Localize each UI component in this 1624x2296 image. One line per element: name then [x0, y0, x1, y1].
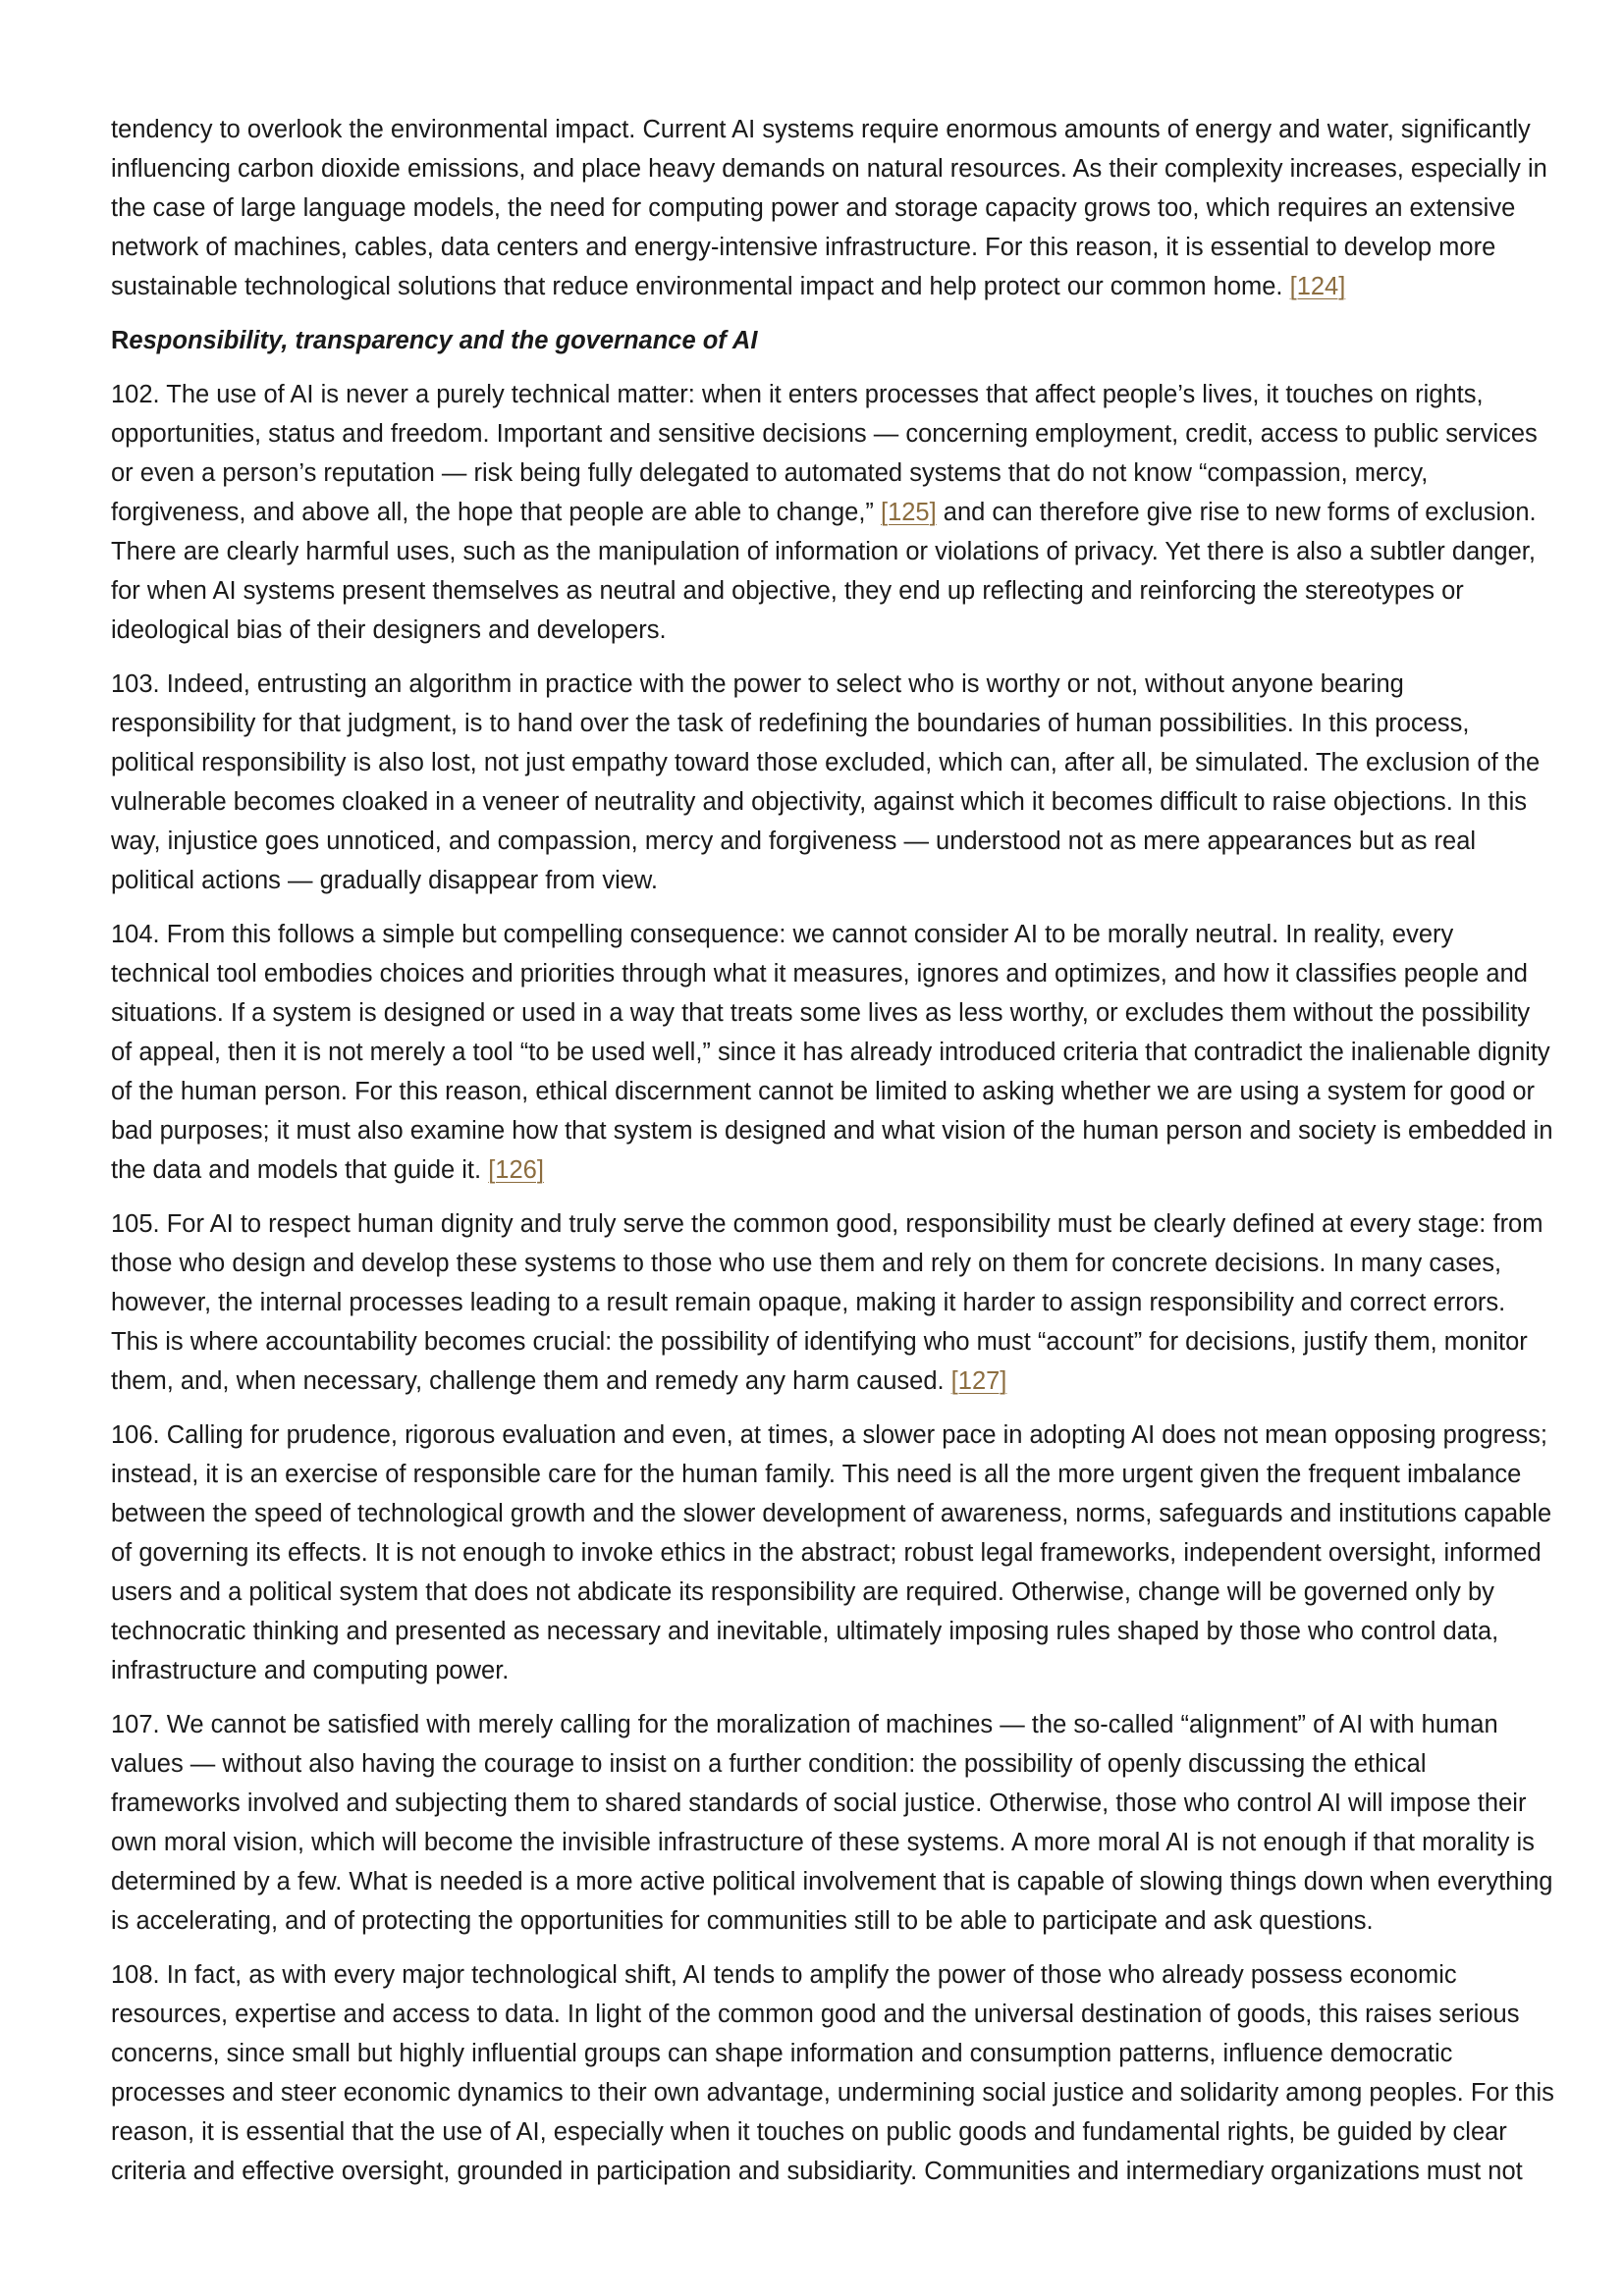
text-line: technocratic thinking and presented as necessary and inevitable, ultimately imposing rules shaped by those who control data,	[111, 1618, 1499, 1645]
text-line: instead, it is an exercise of responsible care for the human family. This need is all the more urgent given the frequent imbalance	[111, 1461, 1522, 1488]
text-line: the case of large language models, the need for computing power and storage capacity grows too, which requires an extensive	[111, 194, 1516, 222]
text-line: is accelerating, and of protecting the opportunities for communities still to be able to participate and ask questions.	[111, 1907, 1374, 1935]
text-line: influencing carbon dioxide emissions, and place heavy demands on natural resources. As their complexity increases, especially in	[111, 155, 1547, 183]
text-line: however, the internal processes leading to a result remain opaque, making it harder to assign responsibility and correct errors.	[111, 1289, 1506, 1316]
text-line: There are clearly harmful uses, such as the manipulation of information or violations of privacy. Yet there is also a subtler danger,	[111, 538, 1536, 565]
text-line: political responsibility is also lost, not just empathy toward those excluded, which can, after all, be simulated. The exclusion of the	[111, 749, 1541, 776]
text-line: processes and steer economic dynamics to their own advantage, undermining social justice and solidarity among peoples. For this	[111, 2079, 1554, 2107]
text-line: of the human person. For this reason, ethical discernment cannot be limited to asking whether we are using a system for good or	[111, 1078, 1536, 1105]
paragraph-104	[111, 915, 1566, 1190]
text-line: 108. In fact, as with every major technological shift, AI tends to amplify the power of those who already possess economic	[111, 1961, 1457, 1989]
text-line: opportunities, status and freedom. Important and sensitive decisions — concerning employment, credit, access to public services	[111, 420, 1538, 448]
text-line: ideological bias of their designers and developers.	[111, 616, 667, 644]
text-line: vulnerable becomes cloaked in a veneer of neutrality and objectivity, against which it becomes difficult to raise objections. In this	[111, 788, 1528, 816]
text-line: values — without also having the courage to insist on a further condition: the possibility of openly discussing the ethical	[111, 1750, 1427, 1778]
text-line: those who design and develop these systems to those who use them and rely on them for concrete decisions. In many cases,	[111, 1250, 1502, 1277]
text-line: network of machines, cables, data centers and energy-intensive infrastructure. For this reason, it is essential to develop more	[111, 234, 1496, 261]
document-page	[111, 110, 1566, 2206]
paragraph-106	[111, 1415, 1566, 1690]
text-line: way, injustice goes unnoticed, and compassion, mercy and forgiveness — understood not as mere appearances but as real	[111, 828, 1477, 855]
text-line: resources, expertise and access to data. In light of the common good and the universal destination of goods, this raises serious	[111, 2001, 1520, 2028]
text-line	[111, 1362, 1566, 1401]
text-line: bad purposes; it must also examine how that system is designed and what vision of the human person and society is embedded in	[111, 1117, 1553, 1145]
paragraph-107	[111, 1705, 1566, 1941]
text-line: of appeal, then it is not merely a tool “to be used well,” since it has already introduced criteria that contradict the inalienable dignity	[111, 1039, 1550, 1066]
heading-text: esponsibility, transparency and the governance of AI	[129, 327, 758, 354]
text-line: own moral vision, which will become the invisible infrastructure of these systems. A more moral AI is not enough if that morality is	[111, 1829, 1535, 1856]
text-line: or even a person’s reputation — risk being fully delegated to automated systems that do not know “compassion, mercy,	[111, 459, 1429, 487]
text-line: responsibility for that judgment, is to hand over the task of redefining the boundaries of human possibilities. In this process,	[111, 710, 1470, 737]
paragraph-105	[111, 1204, 1566, 1401]
text-line: concerns, since small but highly influential groups can shape information and consumption patterns, influence democratic	[111, 2040, 1453, 2067]
text-line	[111, 267, 1566, 306]
text-line: 105. For AI to respect human dignity and truly serve the common good, responsibility must be clearly defined at every stage: from	[111, 1210, 1543, 1238]
text-line: infrastructure and computing power.	[111, 1657, 510, 1684]
heading-initial: R	[111, 327, 130, 354]
footnote-link-127[interactable]: [127]	[950, 1367, 1007, 1395]
paragraph-102	[111, 375, 1566, 650]
footnote-link-124[interactable]: [124]	[1289, 273, 1346, 300]
text-fragment: the data and models that guide it.	[111, 1156, 489, 1184]
paragraph-103	[111, 665, 1566, 900]
text-fragment: sustainable technological solutions that reduce environmental impact and help protect our common home.	[111, 273, 1290, 300]
text-line	[111, 493, 1566, 532]
text-line: 107. We cannot be satisfied with merely calling for the moralization of machines — the so-called “alignment” of AI with human	[111, 1711, 1498, 1738]
text-line: between the speed of technological growth and the slower development of awareness, norms, safeguards and institutions capable	[111, 1500, 1552, 1527]
text-line: determined by a few. What is needed is a more active political involvement that is capable of slowing things down when everything	[111, 1868, 1553, 1896]
text-line: This is where accountability becomes crucial: the possibility of identifying who must “account” for decisions, justify them, monitor	[111, 1328, 1528, 1356]
footnote-link-126[interactable]: [126]	[488, 1156, 544, 1184]
text-line: frameworks involved and subjecting them to shared standards of social justice. Otherwise, those who control AI will impose their	[111, 1789, 1527, 1817]
paragraph-108	[111, 1955, 1566, 2191]
text-line: criteria and effective oversight, grounded in participation and subsidiarity. Communities and intermediary organizations must not	[111, 2158, 1523, 2185]
text-line: 102. The use of AI is never a purely technical matter: when it enters processes that affect people’s lives, it touches on rights,	[111, 381, 1484, 408]
text-line: 104. From this follows a simple but compelling consequence: we cannot consider AI to be morally neutral. In reality, every	[111, 921, 1454, 948]
text-fragment: forgiveness, and above all, the hope that people are able to change,”	[111, 499, 881, 526]
section-heading	[111, 321, 1566, 360]
paragraph-101	[111, 110, 1566, 306]
text-line: technical tool embodies choices and priorities through what it measures, ignores and optimizes, and how it classifies people and	[111, 960, 1528, 988]
text-line: 103. Indeed, entrusting an algorithm in practice with the power to select who is worthy or not, without anyone bearing	[111, 670, 1404, 698]
footnote-link-125[interactable]: [125]	[880, 499, 937, 526]
text-fragment: them, and, when necessary, challenge them and remedy any harm caused.	[111, 1367, 951, 1395]
document-body	[111, 110, 1566, 2191]
text-line: tendency to overlook the environmental impact. Current AI systems require enormous amounts of energy and water, significantly	[111, 116, 1531, 143]
text-line: users and a political system that does not abdicate its responsibility are required. Otherwise, change will be governed only by	[111, 1578, 1494, 1606]
text-line: situations. If a system is designed or used in a way that treats some lives as less worthy, or excludes them without the possibility	[111, 999, 1531, 1027]
text-line: political actions — gradually disappear from view.	[111, 867, 659, 894]
text-line: 106. Calling for prudence, rigorous evaluation and even, at times, a slower pace in adopting AI does not mean opposing progress;	[111, 1421, 1547, 1449]
text-line	[111, 1150, 1566, 1190]
text-fragment: and can therefore give rise to new forms of exclusion.	[936, 499, 1537, 526]
text-line: for when AI systems present themselves as neutral and objective, they end up reflecting and reinforcing the stereotypes or	[111, 577, 1464, 605]
text-line: of governing its effects. It is not enough to invoke ethics in the abstract; robust legal frameworks, independent oversight, informed	[111, 1539, 1542, 1567]
text-line: reason, it is essential that the use of AI, especially when it touches on public goods and fundamental rights, be guided by clear	[111, 2118, 1507, 2146]
